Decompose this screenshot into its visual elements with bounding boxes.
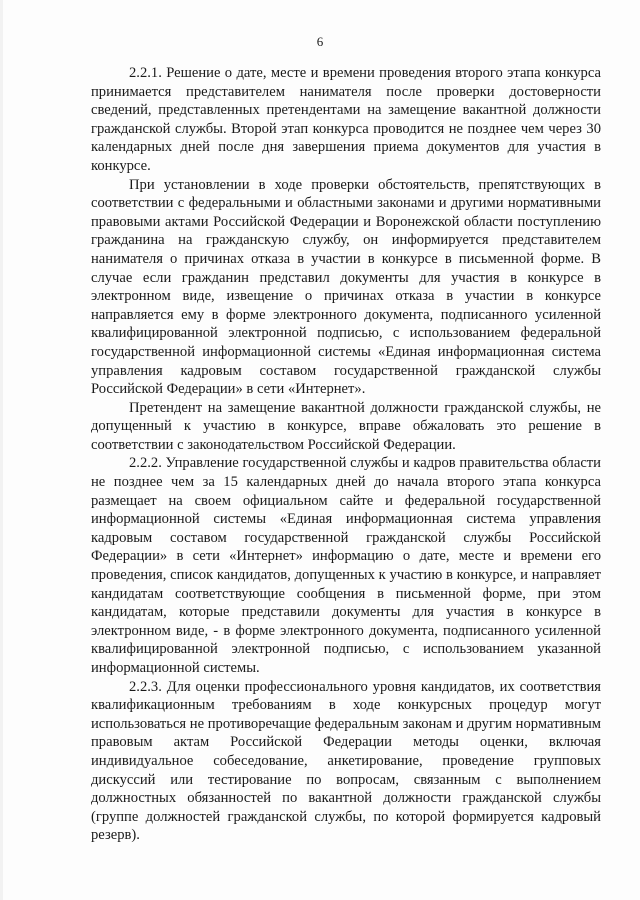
scan-edge [0,0,3,900]
page-number: 6 [316,34,324,49]
document-body [91,64,601,845]
paragraph-appeal: Претендент на замещение вакантной должности гражданской службы, не допущенный к участию в конкурсе, вправе обжаловать это решение в соответствии с законодательством Российской Федерации. [91,399,601,453]
paragraph-2-2-1: 2.2.1. Решение о дате, месте и времени проведения второго этапа конкурса принимается представителем нанимателя после проверки достоверности сведений, представленных претендентами на замещение вакантной должности гражданской службы. Второй этап конкурса проводится не позднее чем через 30 календарных дней после дня завершения приема документов для участия в конкурсе. [91,65,601,174]
paragraph-refusal-notice: При установлении в ходе проверки обстоятельств, препятствующих в соответствии с федеральными и областными законами и другими нормативными правовыми актами Российской Федерации и Воронежской области поступлению гражданина на гражданскую службу, он информируется представителем нанимателя о причинах отказа в участии в конкурсе в письменной форме. В случае если гражданин представил документы для участия в конкурсе в электронном виде, извещение о причинах отказа в участии в конкурсе направляется ему в форме электронного документа, подписанного усиленной квалифицированной электронной подписью, с использованием федеральной государственной информационной системы «Единая информационная система управления кадровым составом государственной гражданской службы Российской Федерации» в сети «Интернет». [91,176,601,398]
paragraph-2-2-3: 2.2.3. Для оценки профессионального уровня кандидатов, их соответствия квалификационным требованиям в ходе конкурсных процедур могут использоваться не противоречащие федеральным законам и другим нормативным правовым актам Российской Федерации методы оценки, включая индивидуальное собеседование, анкетирование, проведение групповых дискуссий или тестирование по вопросам, связанным с выполнением должностных обязанностей по вакантной должности гражданской службы (группе должностей гражданской службы, по которой формируется кадровый резерв). [91,678,601,844]
paragraph-2-2-2: 2.2.2. Управление государственной службы и кадров правительства области не позднее чем за 15 календарных дней до начала второго этапа конкурса размещает на своем официальном сайте и федеральной государственной информационной системы «Единая информационная система управления кадровым составом государственной гражданской службы Российской Федерации» в сети «Интернет» информацию о дате, месте и времени его проведения, список кандидатов, допущенных к участию в конкурсе, и направляет кандидатам соответствующие сообщения в письменной форме, при этом кандидатам, которые представили документы для участия в конкурсе в электронном виде, - в форме электронного документа, подписанного усиленной квалифицированной электронной подписью, с использованием указанной информационной системы. [91,455,601,676]
